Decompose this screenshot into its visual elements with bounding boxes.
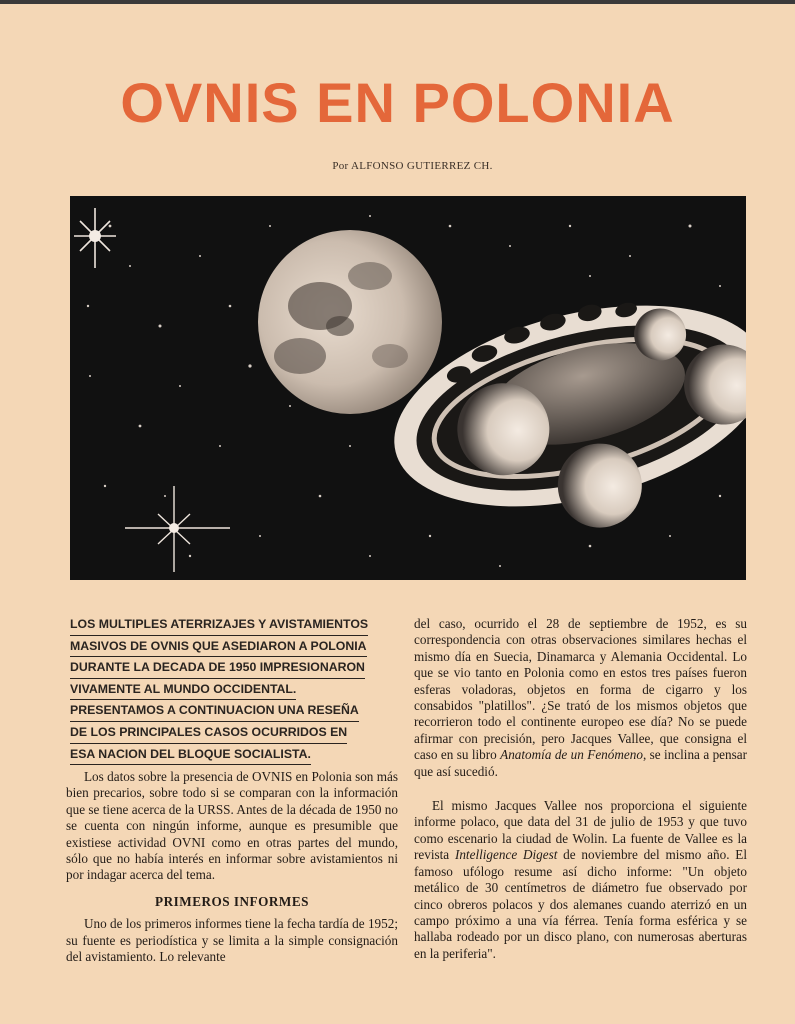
lead-line: DE LOS PRINCIPALES CASOS OCURRIDOS EN [70,722,347,744]
body-paragraph [414,798,747,962]
body-paragraph: Uno de los primeros informes tiene la fecha tardía de 1952; su fuente es periodística y se limita a la simple consignación del avistamiento. Lo relevante [66,916,398,965]
book-title: Anatomía de un Fenómeno [500,747,643,763]
right-text-column [414,616,747,962]
paragraph-text: del caso, ocurrido el 28 de septiembre de 1952, es su correspondencia con otras observaciones similares hechas el mismo día en Suecia, Dinamarca y Alemania Occidental. Lo que se vio tanto en Polonia como en estos tres países fueron esferas voladoras, objetos en forma de cigarro y los consabidos "platillos". ¿Se trató de los mismos objetos que recorrieron todo el continente europeo ese día? No se puede afirmar con precisión, pero Jacques Vallee, que consigna el caso en su libro [414,616,747,763]
lead-line: LOS MULTIPLES ATERRIZAJES Y AVISTAMIENTOS [70,614,368,636]
left-text-column [66,769,398,965]
magazine-title: Intelligence Digest [454,847,558,863]
lead-line: VIVAMENTE AL MUNDO OCCIDENTAL. [70,679,296,701]
moon-icon [258,230,442,414]
section-subheading: PRIMEROS INFORMES [155,893,309,909]
lead-line: ESA NACION DEL BLOQUE SOCIALISTA. [70,744,311,766]
paragraph-text: de noviembre del mismo año. El famoso ufólogo resume así dicho informe: "Un objeto metálico de 30 centímetros de diámetro fue observado por cinco obreros polacos y dos alemanes cuando aterrizó en un campo próximo a una vía férrea. Tenía forma esférica y se hallaba rodeado por un disco plano, con numerosas aberturas en la periferia". [414,847,747,961]
article-title: OVNIS EN POLONIA [120,71,675,134]
paragraph-text: El mismo Jacques Vallee nos proporciona el siguiente informe polaco, que data del 31 de julio de 1953 y que tuvo como escenario la ciudad de Wolin. La fuente de Vallee es la revista [414,798,747,863]
body-paragraph [414,616,747,780]
article-byline: Por ALFONSO GUTIERREZ CH. [332,160,493,172]
paragraph-text: , se inclina a pensar que así sucedió. [414,747,747,779]
lead-line: PRESENTAMOS A CONTINUACION UNA RESEÑA [70,700,359,722]
lead-line: DURANTE LA DECADA DE 1950 IMPRESIONARON [70,657,365,679]
article-lead [70,614,380,765]
page-top-edge [0,0,795,4]
ufo-illustration [70,196,746,580]
body-paragraph: Los datos sobre la presencia de OVNIS en Polonia son más bien precarios, sobre todo si se comparan con la información que se tiene acerca de la URSS. Antes de la década de 1950 no se cuenta con ningún informe, aunque es presumible que existiese actividad OVNI como en otras partes del mundo, sólo que no había interés en informar sobre avistamientos ni por indagar acerca del tema. [66,769,398,883]
lead-line: MASIVOS DE OVNIS QUE ASEDIARON A POLONIA [70,636,367,658]
space-scene-svg [70,196,746,580]
